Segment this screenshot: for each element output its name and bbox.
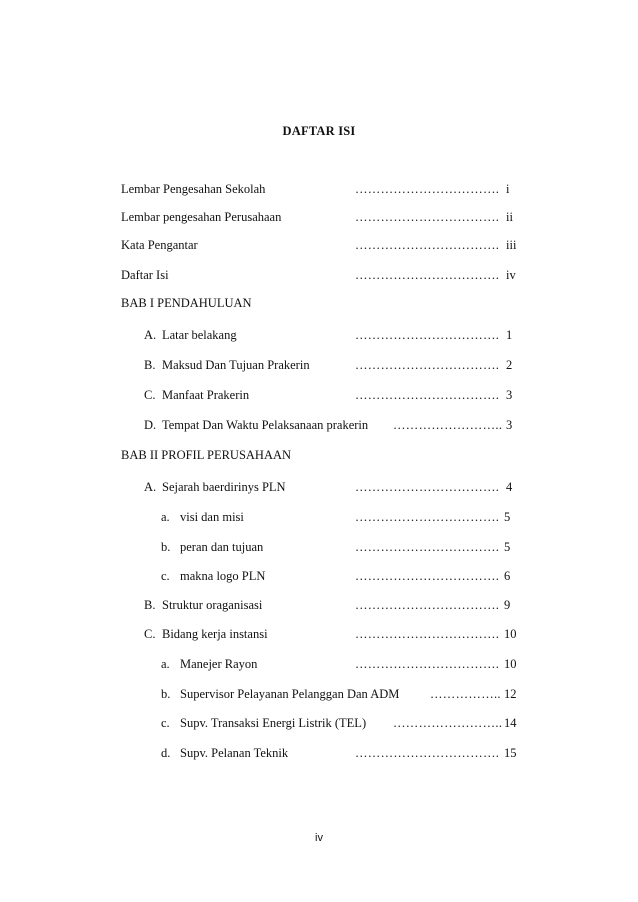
toc-entry-label: Manejer Rayon — [180, 657, 258, 671]
toc-leader: …………………….. — [393, 716, 503, 730]
toc-entry — [0, 508, 638, 526]
toc-leader: ……………………………. — [355, 210, 500, 224]
toc-entry-number: D. — [144, 418, 157, 432]
toc-entry-number: a. — [161, 510, 170, 524]
toc-entry — [0, 625, 638, 643]
toc-entry — [0, 266, 638, 284]
toc-entry-label: Kata Pengantar — [121, 238, 198, 252]
toc-entry-label: Lembar pengesahan Perusahaan — [121, 210, 282, 224]
toc-entry — [0, 236, 638, 254]
toc-entry-label: Tempat Dan Waktu Pelaksanaan prakerin — [162, 418, 369, 432]
toc-chapter-heading — [0, 446, 638, 464]
toc-leader: ……………………………. — [355, 746, 500, 760]
toc-entry — [0, 478, 638, 496]
toc-leader: ……………………………. — [355, 540, 500, 554]
toc-entry-number: C. — [144, 388, 156, 402]
toc-entry — [0, 538, 638, 556]
toc-entry-label: Supv. Transaksi Energi Listrik (TEL) — [180, 716, 367, 730]
toc-entry — [0, 386, 638, 404]
toc-entry-label: Supv. Pelanan Teknik — [180, 746, 289, 760]
toc-entry — [0, 208, 638, 226]
toc-entry-page: 3 — [506, 418, 513, 432]
toc-entry-page: iii — [506, 238, 517, 252]
toc-entry-label: Latar belakang — [162, 328, 237, 342]
toc-entry-label: Struktur oraganisasi — [162, 598, 263, 612]
toc-entry-label: Bidang kerja instansi — [162, 627, 268, 641]
toc-leader: …………….. — [430, 687, 501, 701]
toc-entry-page: ii — [506, 210, 513, 224]
toc-entry-number: C. — [144, 627, 156, 641]
toc-entry-page: 5 — [504, 540, 511, 554]
toc-entry — [0, 655, 638, 673]
toc-leader: ……………………………. — [355, 569, 500, 583]
toc-leader: ……………………………. — [355, 358, 500, 372]
toc-chapter-heading — [0, 294, 638, 312]
toc-entry-page: 15 — [504, 746, 517, 760]
toc-entry-page: 14 — [504, 716, 517, 730]
toc-entry-page: 5 — [504, 510, 511, 524]
toc-entry-number: A. — [144, 328, 157, 342]
toc-leader: ……………………………. — [355, 182, 500, 196]
toc-entry-number: b. — [161, 687, 171, 701]
toc-entry-page: 12 — [504, 687, 517, 701]
toc-entry-label: makna logo PLN — [180, 569, 266, 583]
toc-entry — [0, 714, 638, 732]
toc-entry-page: 10 — [504, 657, 517, 671]
toc-leader: ……………………………. — [355, 268, 500, 282]
toc-entry-label: Supervisor Pelayanan Pelanggan Dan ADM — [180, 687, 400, 701]
toc-entry-label: Lembar Pengesahan Sekolah — [121, 182, 266, 196]
toc-entry-page: i — [506, 182, 510, 196]
toc-entry-page: iv — [506, 268, 516, 282]
toc-entry-label: BAB II PROFIL PERUSAHAAN — [121, 448, 292, 462]
toc-leader: ……………………………. — [355, 388, 500, 402]
toc-entry-label: Sejarah baerdirinys PLN — [162, 480, 286, 494]
toc-entry-label: BAB I PENDAHULUAN — [121, 296, 252, 310]
toc-entry-label: Daftar Isi — [121, 268, 169, 282]
toc-entry-number: a. — [161, 657, 170, 671]
toc-entry-label: visi dan misi — [180, 510, 244, 524]
toc-entry — [0, 326, 638, 344]
toc-leader: ……………………………. — [355, 238, 500, 252]
toc-entry-number: c. — [161, 569, 170, 583]
toc-entry-page: 9 — [504, 598, 511, 612]
toc-entry-page: 3 — [506, 388, 513, 402]
toc-entry-label: Maksud Dan Tujuan Prakerin — [162, 358, 310, 372]
toc-entry-number: B. — [144, 358, 156, 372]
toc-entry — [0, 685, 638, 703]
toc-entry-label: peran dan tujuan — [180, 540, 264, 554]
toc-entry-number: B. — [144, 598, 156, 612]
toc-leader: ……………………………. — [355, 627, 500, 641]
toc-entry-number: b. — [161, 540, 171, 554]
toc-entry-page: 4 — [506, 480, 513, 494]
toc-entry — [0, 567, 638, 585]
toc-entry — [0, 744, 638, 762]
toc-entry-number: A. — [144, 480, 157, 494]
toc-entry-page: 10 — [504, 627, 517, 641]
toc-entry — [0, 596, 638, 614]
toc-entry-number: d. — [161, 746, 171, 760]
toc-leader: …………………….. — [393, 418, 503, 432]
toc-entry — [0, 356, 638, 374]
toc-entry-page: 6 — [504, 569, 511, 583]
toc-leader: ……………………………. — [355, 510, 500, 524]
toc-entry — [0, 416, 638, 434]
toc-entry-number: c. — [161, 716, 170, 730]
toc-leader: ……………………………. — [355, 480, 500, 494]
toc-leader: ……………………………. — [355, 598, 500, 612]
toc-entry — [0, 180, 638, 198]
toc-entry-page: 2 — [506, 358, 513, 372]
toc-title: DAFTAR ISI — [282, 124, 356, 138]
toc-leader: ……………………………. — [355, 657, 500, 671]
toc-entry-label: Manfaat Prakerin — [162, 388, 250, 402]
toc-entry-page: 1 — [506, 328, 513, 342]
page-number: iv — [315, 832, 323, 844]
toc-leader: ……………………………. — [355, 328, 500, 342]
